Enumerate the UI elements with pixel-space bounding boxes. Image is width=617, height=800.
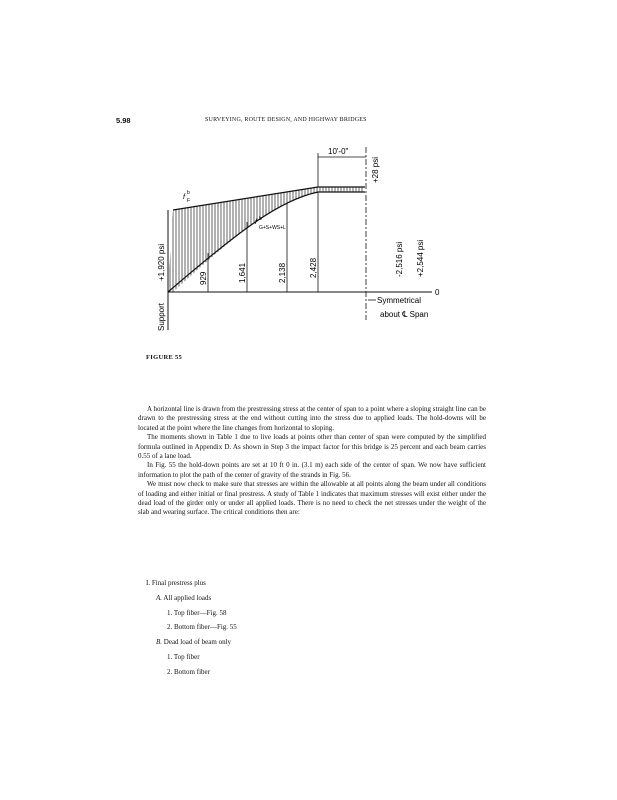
svg-text:f: f: [183, 194, 185, 201]
value-label-1920: +1,920 psi: [157, 243, 166, 281]
svg-text:b: b: [187, 190, 190, 196]
paragraph: We must now check to make sure that stresses are within the allowable at all points along the beam under all conditions of loading and either initial or final prestress. A study of Table 1 indicates that maximum stresses will exist either under the dead load of the girder only or under all applied loads. There is no need to check the net stresses under the weight of the slab and wearing surface. The critical conditions then are:: [138, 480, 486, 517]
applied-load-curve: [168, 192, 365, 292]
conditions-outline: [146, 576, 237, 680]
right-label-28psi: +28 psi: [371, 156, 380, 183]
value-label-2428: 2,428: [309, 257, 318, 278]
outline-marker-a: A.: [156, 593, 163, 602]
right-label-2544psi: +2,544 psi: [416, 239, 425, 277]
baseline-zero-label: 0: [435, 288, 440, 297]
outline-item-i: I. Final prestress plus: [146, 579, 206, 587]
body-text: [138, 405, 486, 518]
outline-item-a: [146, 591, 237, 606]
value-label-1641: 1,641: [238, 262, 247, 283]
outline-item-a1: 1. Top fiber—Fig. 58: [167, 608, 227, 617]
outline-item-a2: 2. Bottom fiber—Fig. 55: [167, 623, 237, 632]
value-label-929: 929: [199, 271, 208, 285]
svg-text:b: b: [259, 216, 262, 222]
support-label: Support: [157, 302, 166, 331]
outline-text-a: All applied loads: [163, 593, 212, 602]
outline-text-b: Dead load of beam only: [163, 638, 232, 647]
paragraph: A horizontal line is drawn from the prestressing stress at the center of span to a point where a sloping straight line can be drawn to the prestressing stress at the end without cutting into the stress due to applied loads. The hold-downs will be located at the point where the line changes from horizontal to sloping.: [138, 405, 486, 432]
curve-label-load: [255, 216, 286, 231]
outline-marker-b: B.: [156, 638, 163, 647]
symmetrical-label-line2: about ℄ Span: [380, 310, 429, 319]
dimension-line: [318, 153, 366, 187]
svg-text:F: F: [187, 198, 191, 204]
value-label-2138: 2,138: [278, 262, 287, 283]
paragraph: In Fig. 55 the hold-down points are set at 10 ft 0 in. (3.1 m) each side of the center of span. We now have sufficient information to plot the path of the center of gravity of the strands in Fig. 56.: [138, 461, 486, 479]
paragraph: The moments shown in Table 1 due to live loads at points other than center of span were computed by the simplified formula outlined in Appendix D. As shown in Step 3 the impact factor for this bridge is 25 percent and each beam carries 0.55 of a lane load.: [138, 433, 486, 461]
symmetrical-label-line1: Symmetrical: [377, 296, 422, 305]
svg-text:G+S+WS+L: G+S+WS+L: [259, 225, 286, 231]
outline-item-b2: 2. Bottom fiber: [167, 667, 210, 676]
figure-caption: FIGURE 55: [146, 354, 183, 361]
outline-item-b: [146, 635, 237, 650]
figure-55-diagram: [140, 135, 470, 350]
page-number: 5.98: [116, 116, 131, 125]
running-head: SURVEYING, ROUTE DESIGN, AND HIGHWAY BRIDGES: [205, 117, 367, 123]
outline-item-b1: 1. Top fiber: [167, 652, 200, 661]
svg-text:f: f: [255, 219, 257, 226]
right-label-2516psi: -2,516 psi: [395, 241, 404, 277]
curve-label-fF: [183, 190, 190, 204]
dimension-label: 10'-0": [328, 147, 349, 156]
